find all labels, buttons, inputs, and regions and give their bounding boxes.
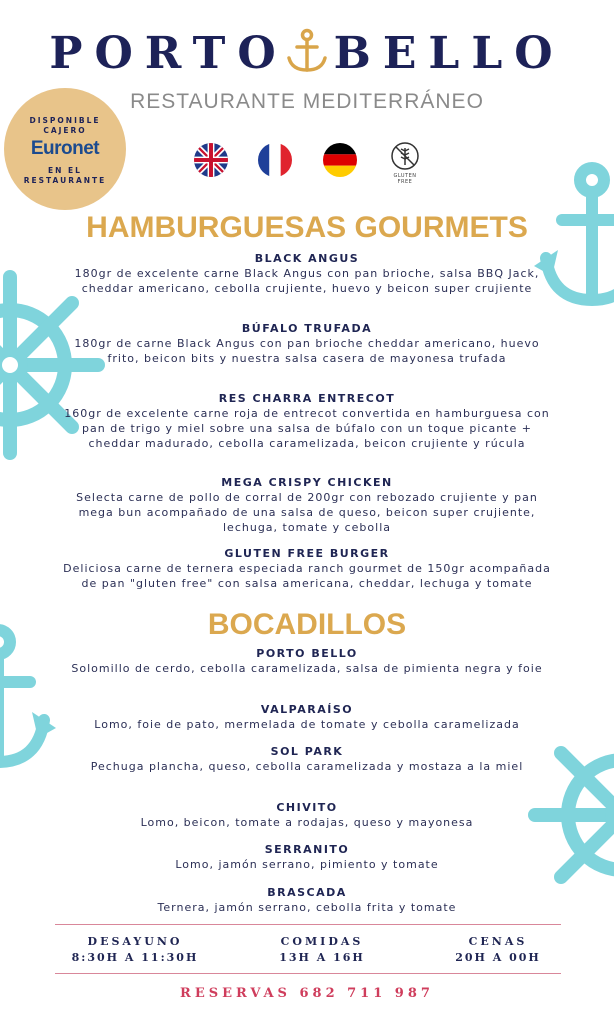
brand-logo: [0, 28, 614, 79]
item-description: Lomo, foie de pato, mermelada de tomate y cebolla caramelizada: [94, 718, 520, 731]
reservations-phone[interactable]: RESERVAS 682 711 987: [180, 986, 434, 1001]
item-description: 180gr de excelente carne Black Angus con pan brioche, salsa BBQ Jack, cheddar americano, cebolla crujiente, huevo y beicon super crujiente: [74, 267, 540, 295]
menu-item: [60, 322, 554, 366]
atm-badge: [4, 88, 126, 210]
gluten-free-label: GLUTEN FREE: [393, 173, 417, 185]
hours-label: CENAS: [468, 935, 528, 948]
item-description: Selecta carne de pollo de corral de 200gr con rebozado crujiente y pan mega bun acompañado de una salsa de queso, beicon super crujiente, lechuga, tomate y cebolla: [76, 491, 538, 534]
menu-item: [60, 647, 554, 676]
restaurant-subtitle: RESTAURANTE MEDITERRÁNEO: [130, 90, 484, 113]
menu-item: [60, 886, 554, 915]
section-title-burgers: HAMBURGUESAS GOURMETS: [86, 211, 528, 244]
menu-item: [60, 547, 554, 591]
item-description: Lomo, jamón serrano, pimiento y tomate: [175, 858, 439, 871]
badge-line-4: RESTAURANTE: [23, 176, 107, 185]
item-name: RES CHARRA ENTRECOT: [218, 392, 396, 405]
menu-item: [60, 392, 554, 451]
uk-flag-icon[interactable]: [194, 143, 228, 177]
divider: [55, 973, 561, 974]
item-name: BLACK ANGUS: [254, 252, 360, 265]
item-name: BÚFALO TRUFADA: [241, 322, 373, 335]
hours-time: 13H A 16H: [279, 951, 365, 964]
item-description: Solomillo de cerdo, cebolla caramelizada, salsa de pimienta negra y foie: [71, 662, 543, 675]
section-title-bocadillos: BOCADILLOS: [207, 608, 407, 641]
brand-left: PORTO: [49, 28, 288, 79]
menu-item: [60, 703, 554, 732]
menu-item: [60, 745, 554, 774]
hours-time: 8:30H A 11:30H: [71, 951, 199, 964]
item-name: GLUTEN FREE BURGER: [224, 547, 390, 560]
menu-item: [60, 843, 554, 872]
hours-lunch: [242, 934, 402, 966]
badge-bottom-text: [4, 166, 126, 186]
hours-time: 20H A 00H: [455, 951, 541, 964]
menu-item: [60, 476, 554, 535]
item-name: PORTO BELLO: [256, 647, 358, 660]
divider: [55, 924, 561, 925]
hours-label: COMIDAS: [280, 935, 364, 948]
menu-item: [60, 801, 554, 830]
item-description: 160gr de excelente carne roja de entrecot convertida en hamburguesa con pan de trigo y miel sobre una salsa de búfalo con un toque picante + cheddar madurado, cebolla caramelizada, beicon crujiente y rúcula: [64, 407, 550, 450]
badge-top-text: [4, 116, 126, 136]
germany-flag-icon[interactable]: [323, 143, 357, 177]
france-flag-icon[interactable]: [258, 143, 292, 177]
item-name: SOL PARK: [270, 745, 344, 758]
item-name: VALPARAÍSO: [260, 703, 354, 716]
menu-item: [60, 252, 554, 296]
hours-dinner: [428, 934, 568, 966]
badge-line-1: DISPONIBLE: [29, 116, 101, 125]
hours-breakfast: [55, 934, 215, 966]
badge-line-2: CAJERO: [43, 126, 87, 135]
badge-line-3: EN EL: [48, 166, 82, 175]
gluten-free-icon: [390, 141, 420, 171]
item-name: SERRANITO: [264, 843, 350, 856]
gluten-free-badge[interactable]: [388, 141, 422, 185]
item-name: BRASCADA: [267, 886, 347, 899]
item-description: Lomo, beicon, tomate a rodajas, queso y mayonesa: [140, 816, 474, 829]
item-description: Deliciosa carne de ternera especiada ranch gourmet de 150gr acompañada de pan "gluten free" con salsa americana, cheddar, lechuga y tomate: [63, 562, 551, 590]
hours-label: DESAYUNO: [87, 935, 183, 948]
item-name: CHIVITO: [276, 801, 338, 814]
item-description: Ternera, jamón serrano, cebolla frita y tomate: [157, 901, 457, 914]
item-description: 180gr de carne Black Angus con pan brioche cheddar americano, huevo frito, beicon bits y nuestra salsa casera de mayonesa trufada: [74, 337, 540, 365]
brand-right: BELLO: [333, 28, 565, 79]
euronet-logo: Euronet: [30, 138, 100, 159]
item-description: Pechuga plancha, queso, cebolla caramelizada y mostaza a la miel: [90, 760, 524, 773]
anchor-logo-icon: [284, 28, 330, 74]
item-name: MEGA CRISPY CHICKEN: [221, 476, 393, 489]
